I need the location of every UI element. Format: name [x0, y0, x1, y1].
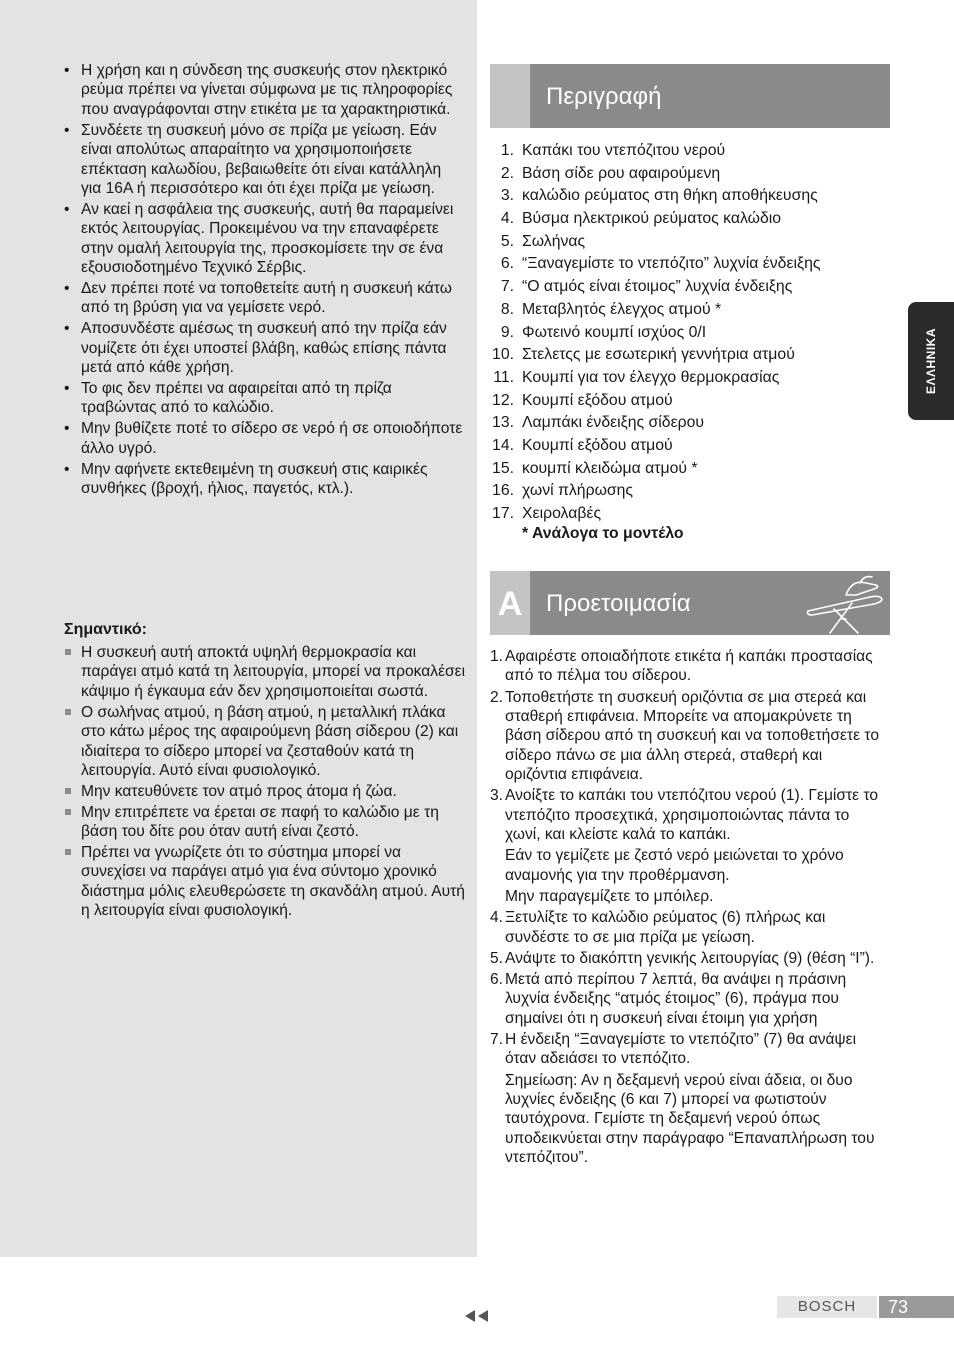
list-item: 9. Φωτεινό κουμπί ισχύος 0/I — [500, 323, 707, 341]
left-panel — [0, 0, 477, 1257]
list-item: 2. Τοποθετήστε τη συσκευή οριζόντια σε μια στερεά και σταθερή επιφάνεια. Μπορείτε να απομακρύνετε τη βάση σίδερου από τη συσκευή και να τοποθετήσετε το σίδερο πάνω σε μια άλλη στερεά, σταθερή και οριζόντια επιφάνεια. — [490, 688, 879, 784]
list-item: 2. Βάση σίδε ρου αφαιρούμενη — [500, 164, 721, 182]
important-list — [62, 643, 466, 922]
list-item: 5. Σωλήνας — [500, 232, 586, 250]
list-item: • Συνδέετε τη συσκευή μόνο σε πρίζα με γείωση. Εάν είναι απολύτως απαραίτητο να χρησιμοποιήσετε επέκταση καλωδίου, βεβαιωθείτε ότι είναι κατάλληλη για 16Α ή περισσότερο και ότι έχει πρίζα με γείωση. — [64, 121, 442, 197]
list-item: Μην κατευθύνετε τον ατμό προς άτομα ή ζώα. — [62, 782, 466, 801]
list-item: Ο σωλήνας ατμού, η βάση ατμού, η μεταλλική πλάκα στο κάτω μέρος της αφαιρούμενη βάση σίδερου (2) και ιδιαίτερα το σίδερο μπορεί να ζεσταθούν κατά τη λειτουργία. Αυτό είναι φυσιολογικό. — [62, 703, 466, 781]
list-item: • Μην αφήνετε εκτεθειμένη τη συσκευή στις καιρικές συνθήκες (βροχή, ήλιος, παγετός, κτλ.). — [64, 460, 428, 498]
description-header — [490, 64, 890, 128]
page-number: 73 — [879, 1296, 954, 1318]
list-item: • Μην βυθίζετε ποτέ το σίδερο σε νερό ή σε οποιοδήποτε άλλο υγρό. — [64, 420, 463, 457]
list-item: 8. Μεταβλητός έλεγχος ατμού * — [500, 300, 722, 318]
language-label: ΕΛΛΗΝΙΚΑ — [924, 327, 938, 395]
list-item: 6. Μετά από περίπου 7 λεπτά, θα ανάψει η πράσινη λυχνία ένδειξης “ατμός έτοιμος” (6), πράγμα που σημαίνει ότι η συσκευή είναι έτοιμη για χρήση — [490, 970, 847, 1027]
important-heading: Σημαντικό: — [64, 621, 147, 638]
list-item: 1. Αφαιρέστε οποιαδήποτε ετικέτα ή καπάκι προστασίας από το πέλμα του σίδερου. — [490, 648, 873, 685]
list-item: • Δεν πρέπει ποτέ να τοποθετείτε αυτή η συσκευή κάτω από τη βρύση για να γεμίσετε νερό. — [64, 279, 452, 317]
list-item: 7. “Ο ατμός είναι έτοιμος” λυχνία ένδειξης — [500, 278, 793, 296]
description-list — [490, 141, 910, 527]
description-title: Περιγραφή — [546, 83, 662, 110]
list-item: 17. Χειρολαβές — [492, 505, 602, 522]
list-item: 3. Ανοίξτε το καπάκι του ντεπόζιτου νερού (1). Γεμίστε το ντεπόζιτο προσεχτικά, χρησιμοποιώντας πάντα το χωνί, και κλείστε καλά το καπάκι. Εάν το γεμίζετε με ζεστό νερό μειώνεται το χρόνο αναμονής για την προθέρμανση. Μην παραγεμίζετε το μπόιλερ. — [490, 787, 879, 906]
list-item: 12. Κουμπί εξόδου ατμού — [492, 391, 673, 409]
list-item: • Η χρήση και η σύνδεση της συσκευής στον ηλεκτρικό ρεύμα πρέπει να γίνεται σύμφωνα με τις πληροφορίες που αναγράφονται στην ετικέτα με τα χαρακτηριστικά. — [64, 62, 453, 118]
list-item: Η συσκευή αυτή αποκτά υψηλή θερμοκρασία και παράγει ατμό κατά τη λειτουργία, μπορεί να προκαλέσει κάψιμο ή έγκαυμα εάν δεν χρησιμοποιείται σωστά. — [62, 643, 466, 701]
preparation-steps — [490, 647, 886, 1169]
preparation-letter: A — [490, 571, 530, 635]
preparation-header — [490, 571, 890, 635]
preparation-title: Προετοιμασία — [546, 590, 691, 617]
list-item: 4. Ξετυλίξτε το καλώδιο ρεύματος (6) πλήρως και συνδέστε το σε μια πρίζα με γείωση. — [490, 909, 826, 946]
list-item: 5. Ανάψτε το διακόπτη γενικής λειτουργίας (9) (θέση “I”). — [490, 949, 875, 967]
model-footnote: * Ανάλογα το μοντέλο — [522, 525, 684, 542]
page-back-arrows-icon[interactable] — [463, 1308, 493, 1324]
list-item: 1. Καπάκι του ντεπόζιτου νερού — [500, 142, 726, 159]
list-item: Μην επιτρέπετε να έρεται σε παφή το καλώδιο με τη βάση του δίτε ρου όταν αυτή είναι ζεστό. — [62, 803, 466, 842]
brand-label: BOSCH — [777, 1296, 877, 1318]
list-item: 11. Κουμπί για τον έλεγχο θερμοκρασίας — [493, 368, 780, 386]
list-item: 6. “Ξαναγεμίστε το ντεπόζιτο” λυχνία ένδειξης — [500, 255, 821, 273]
list-item: • Αποσυνδέστε αμέσως τη συσκευή από την πρίζα εάν νομίζετε ότι έχει υποστεί βλάβη, καθώς επίσης πάντα μετά από κάθε χρήση. — [64, 320, 447, 377]
list-item: 10. Στελετςς με εσωτερική γεννήτρια ατμού — [492, 346, 795, 364]
list-item: 7. Η ένδειξη “Ξαναγεμίστε το ντεπόζιτο” (7) θα ανάψει όταν αδειάσει το ντεπόζιτο. Σημείωση: Αν η δεξαμενή νερού είναι άδεια, οι δυο λυχνίες ένδειξης (6 και 7) μπορεί να φωτιστούν ταυτόχρονα. Γεμίστε τη δεξαμενή νερού όπως υποδεικνύεται στην παράγραφο “Επαναπλήρωση του ντεπόζιτου”. — [490, 1030, 875, 1167]
list-item: 4. Βύσμα ηλεκτρικού ρεύματος καλώδιο — [500, 210, 782, 228]
list-item: Πρέπει να γνωρίζετε ότι το σύστημα μπορεί να συνεχίσει να παράγει ατμό για ένα σύντομο χρονικό διάστημα μόλις ελευθερώσετε τη σκανδάλη ατμού. Αυτή η λειτουργία είναι φυσιολογική. — [62, 843, 466, 921]
list-item: 3. καλώδιο ρεύματος στη θήκη αποθήκευσης — [500, 187, 818, 205]
language-tab — [908, 302, 954, 420]
list-item: • Το φις δεν πρέπει να αφαιρείται από τη πρίζα τραβώντας από το καλώδιο. — [64, 380, 392, 417]
ironing-board-icon — [804, 573, 886, 635]
description-tab — [490, 64, 530, 128]
list-item: 14. Κουμπί εξόδου ατμού — [492, 436, 673, 454]
safety-bullet-list — [62, 61, 464, 500]
list-item: 16. χωνί πλήρωσης — [492, 482, 634, 500]
list-item: 13. Λαμπάκι ένδειξης σίδερου — [492, 414, 705, 432]
list-item: • Αν καεί η ασφάλεια της συσκευής, αυτή θα παραμείνει εκτός λειτουργίας. Προκειμένου να την επαναφέρετε στην ομαλή λειτουργία της, προσκομίσετε την σε ένα εξουσιοδοτημένο Τεχνικό Σέρβις. — [64, 200, 454, 277]
list-item: 15. κουμπί κλειδώμα ατμού * — [492, 459, 698, 477]
